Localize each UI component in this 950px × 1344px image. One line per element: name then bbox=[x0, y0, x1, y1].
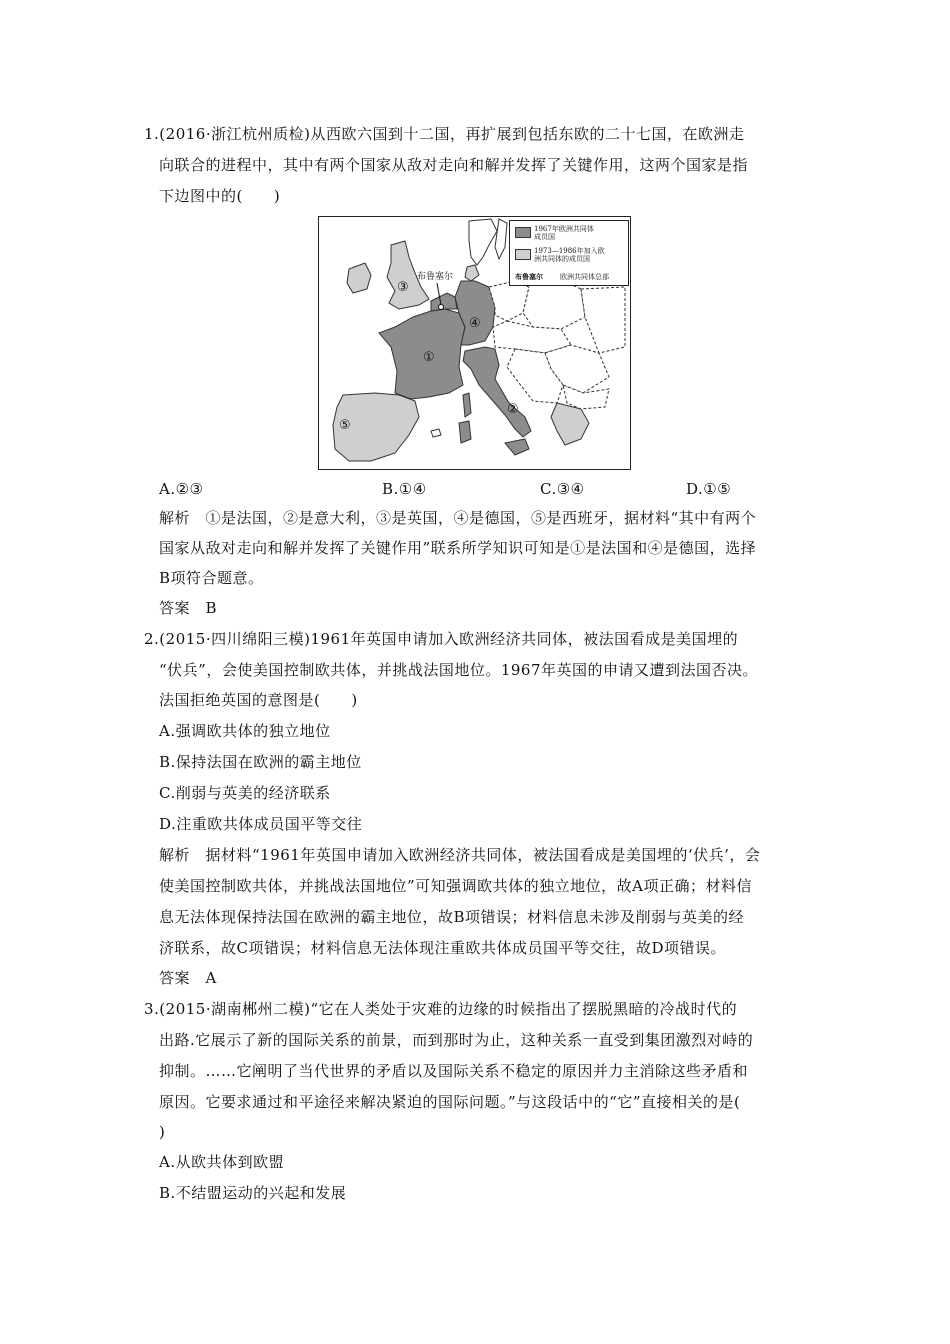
q2-option-b: B.保持法国在欧洲的霸主地位 bbox=[159, 753, 362, 771]
q3-option-b: B.不结盟运动的兴起和发展 bbox=[159, 1184, 347, 1202]
france-shape bbox=[379, 309, 465, 399]
legend-founding-line2: 成员国 bbox=[534, 233, 555, 241]
q2-analysis-line3: 息无法体现保持法国在欧洲的霸主地位，故B项错误；材料信息未涉及削弱与英美的经 bbox=[159, 908, 745, 926]
q1-stem-line2: 向联合的进程中，其中有两个国家从敌对走向和解并发挥了关键作用，这两个国家是指 bbox=[159, 156, 749, 174]
label-2: ② bbox=[507, 402, 519, 417]
legend-joined-line1: 1973—1986年加入欧 bbox=[534, 247, 605, 255]
legend-joined-line2: 洲共同体的成员国 bbox=[534, 255, 590, 263]
q1-stem-line3: 下边图中的( ) bbox=[159, 187, 281, 205]
q1-option-c: C.③④ bbox=[540, 480, 585, 498]
legend-brussels-desc: 欧洲共同体总部 bbox=[560, 273, 609, 281]
q3-stem-line1: 3.(2015·湖南郴州二模)“它在人类处于灾难的边缘的时候指出了摆脱黑暗的冷战时代的 bbox=[144, 1000, 738, 1018]
benelux-shape bbox=[431, 293, 457, 311]
q2-option-c: C.削弱与英美的经济联系 bbox=[159, 784, 331, 802]
legend-swatch-joined bbox=[515, 249, 531, 260]
label-4: ④ bbox=[469, 316, 481, 331]
q2-stem-line2: “伏兵”，会使美国控制欧共体，并挑战法国地位。1967年英国的申请又遭到法国否决。 bbox=[159, 661, 759, 679]
q1-stem-line1: 1.(2016·浙江杭州质检)从西欧六国到十二国，再扩展到包括东欧的二十七国，在欧洲走 bbox=[144, 125, 745, 143]
map-legend bbox=[509, 220, 629, 286]
balearic-shape bbox=[431, 429, 441, 437]
q2-analysis-line1: 解析 据材料“1961年英国申请加入欧洲经济共同体，被法国看成是美国埋的‘伏兵’，会 bbox=[159, 846, 761, 864]
q1-option-d: D.①⑤ bbox=[686, 480, 732, 498]
q3-option-a: A.从欧共体到欧盟 bbox=[159, 1153, 285, 1171]
sardinia-shape bbox=[459, 421, 471, 443]
sicily-shape bbox=[505, 439, 529, 455]
q2-analysis-line4: 济联系，故C项错误；材料信息无法体现注重欧共体成员国平等交往，故D项错误。 bbox=[159, 939, 727, 957]
q3-stem-line4: 原因。它要求通过和平途径来解决紧迫的国际问题。”与这段话中的“它”直接相关的是( bbox=[159, 1093, 741, 1111]
scandinavia-shape bbox=[469, 219, 497, 265]
q2-stem-line1: 2.(2015·四川绵阳三模)1961年英国申请加入欧洲经济共同体，被法国看成是美国埋的 bbox=[144, 630, 739, 648]
q1-analysis-line3: B项符合题意。 bbox=[159, 569, 264, 587]
q1-analysis-line2: 国家从敌对走向和解并发挥了关键作用”联系所学知识可知是①是法国和④是德国，选择 bbox=[159, 539, 757, 557]
q2-stem-line3: 法国拒绝英国的意图是( ) bbox=[159, 691, 358, 709]
corsica-shape bbox=[463, 393, 471, 417]
q1-analysis-line1: 解析 ①是法国，②是意大利，③是英国，④是德国，⑤是西班牙，据材料“其中有两个 bbox=[159, 509, 757, 527]
q1-option-a: A.②③ bbox=[159, 480, 204, 498]
sweden-shape bbox=[495, 219, 507, 259]
q2-option-d: D.注重欧共体成员国平等交往 bbox=[159, 815, 363, 833]
label-1: ① bbox=[423, 350, 435, 365]
legend-founding-line1: 1967年欧洲共同体 bbox=[534, 225, 594, 233]
q1-option-b: B.①④ bbox=[382, 480, 427, 498]
ireland-shape bbox=[347, 263, 371, 293]
legend-swatch-founding bbox=[515, 227, 531, 238]
legend-brussels-key: 布鲁塞尔 bbox=[515, 272, 543, 281]
q3-stem-line3: 抑制。……它阐明了当代世界的矛盾以及国际关系不稳定的原因并力主消除这些矛盾和 bbox=[159, 1062, 749, 1080]
ussr-shape bbox=[581, 287, 625, 353]
brussels-marker bbox=[439, 305, 444, 310]
denmark-shape bbox=[465, 265, 479, 281]
q2-analysis-line2: 使美国控制欧共体，并挑战法国地位”可知强调欧共体的独立地位，故A项正确；材料信 bbox=[159, 877, 753, 895]
q3-stem-line2: 出路.它展示了新的国际关系的前景，而到那时为止，这种关系一直受到集团激烈对峙的 bbox=[159, 1031, 754, 1049]
label-5: ⑤ bbox=[339, 418, 351, 433]
q2-answer: 答案 A bbox=[159, 969, 217, 987]
label-3: ③ bbox=[397, 280, 409, 295]
greece-shape bbox=[551, 403, 589, 445]
q3-stem-line5: ) bbox=[159, 1123, 166, 1141]
q2-option-a: A.强调欧共体的独立地位 bbox=[159, 722, 331, 740]
brussels-label: 布鲁塞尔 bbox=[417, 272, 454, 282]
east-germany-shape bbox=[489, 281, 529, 321]
q1-answer: 答案 B bbox=[159, 599, 218, 617]
europe-map-figure bbox=[318, 216, 631, 470]
